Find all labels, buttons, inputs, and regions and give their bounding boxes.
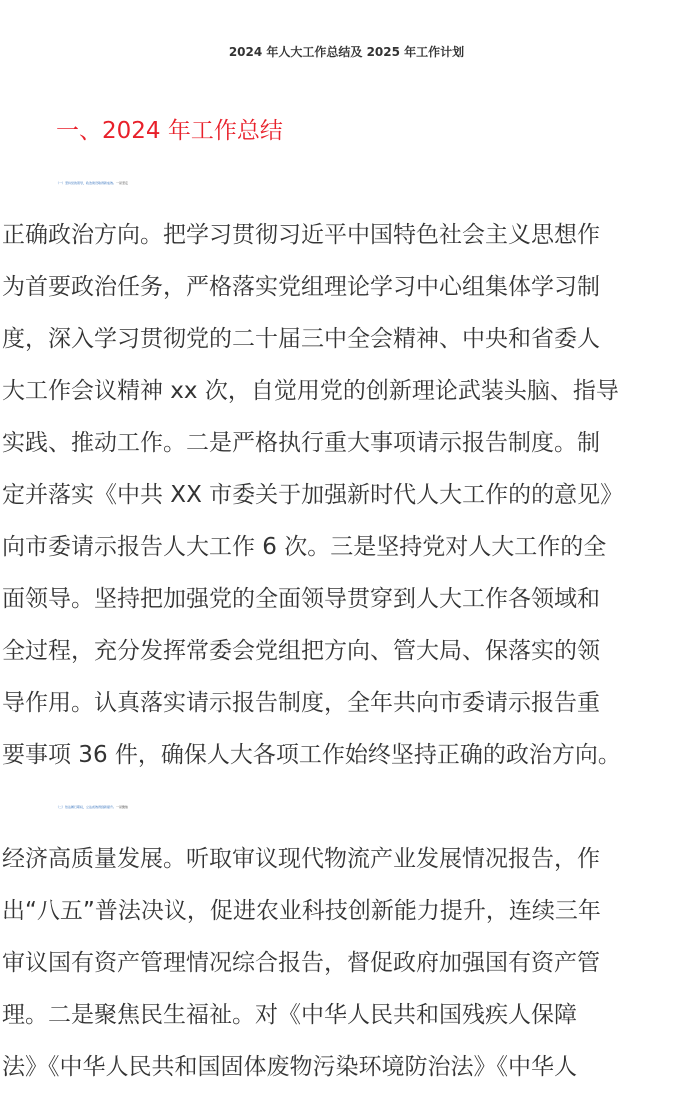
paragraph-text: 一是聚焦 — [116, 805, 129, 809]
paragraph-line: 正确政治方向。把学习贯彻习近平中国特色社会主义思想作 — [2, 222, 600, 248]
paragraph-line: 导作用。认真落实请示报告制度，全年共向市委请示报告重 — [2, 690, 600, 716]
paragraph-line: 全过程，充分发挥常委会党组把方向、管大局、保落实的领 — [2, 638, 600, 664]
paragraph-line: 出“八五”普法决议，促进农业科技创新能力提升，连续三年 — [2, 898, 601, 924]
paragraph-line — [56, 788, 693, 826]
paragraph-line: 面领导。坚持把加强党的全面领导贯穿到人大工作各领域和 — [2, 586, 600, 612]
paragraph-line: 度，深入学习贯彻党的二十届三中全会精神、中央和省委人 — [2, 326, 600, 352]
paragraph-line: 为首要政治任务，严格落实党组理论学习中心组集体学习制 — [2, 274, 600, 300]
paragraph-text: 一是坚定 — [116, 181, 129, 185]
paragraph-line: 要事项 36 件，确保人大各项工作始终坚持正确的政治方向。 — [2, 742, 621, 768]
paragraph-line: 经济高质量发展。听取审议现代物流产业发展情况报告，作 — [2, 846, 600, 872]
paragraph-line: 定并落实《中共 XX 市委关于加强新时代人大工作的的意见》 — [2, 482, 624, 508]
section-heading: 一、2024 年工作总结 — [56, 118, 283, 144]
paragraph-line: 大工作会议精神 xx 次，自觉用党的创新理论武装头脑、指导 — [2, 378, 619, 404]
paragraph-line — [56, 164, 693, 202]
paragraph-line: 理。二是聚焦民生福祉。对《中华人民共和国残疾人保障 — [2, 1002, 577, 1028]
document-title: 2024 年人大工作总结及 2025 年工作计划 — [228, 45, 465, 59]
paragraph-line: 实践、推动工作。二是严格执行重大事项请示报告制度。制 — [2, 430, 600, 456]
paragraph-line: 向市委请示报告人大工作 6 次。三是坚持党对人大工作的全 — [2, 534, 607, 560]
paragraph-line: 法》《中华人民共和国固体废物污染环境防治法》《中华人 — [2, 1054, 577, 1080]
subsection-heading: （二）依法履行职权，立法质效得到新提升。 — [56, 805, 117, 809]
subsection-heading: （一）坚持党的领导，政治建设取得新成效。 — [56, 181, 117, 185]
paragraph-line: 审议国有资产管理情况综合报告，督促政府加强国有资产管 — [2, 950, 600, 976]
